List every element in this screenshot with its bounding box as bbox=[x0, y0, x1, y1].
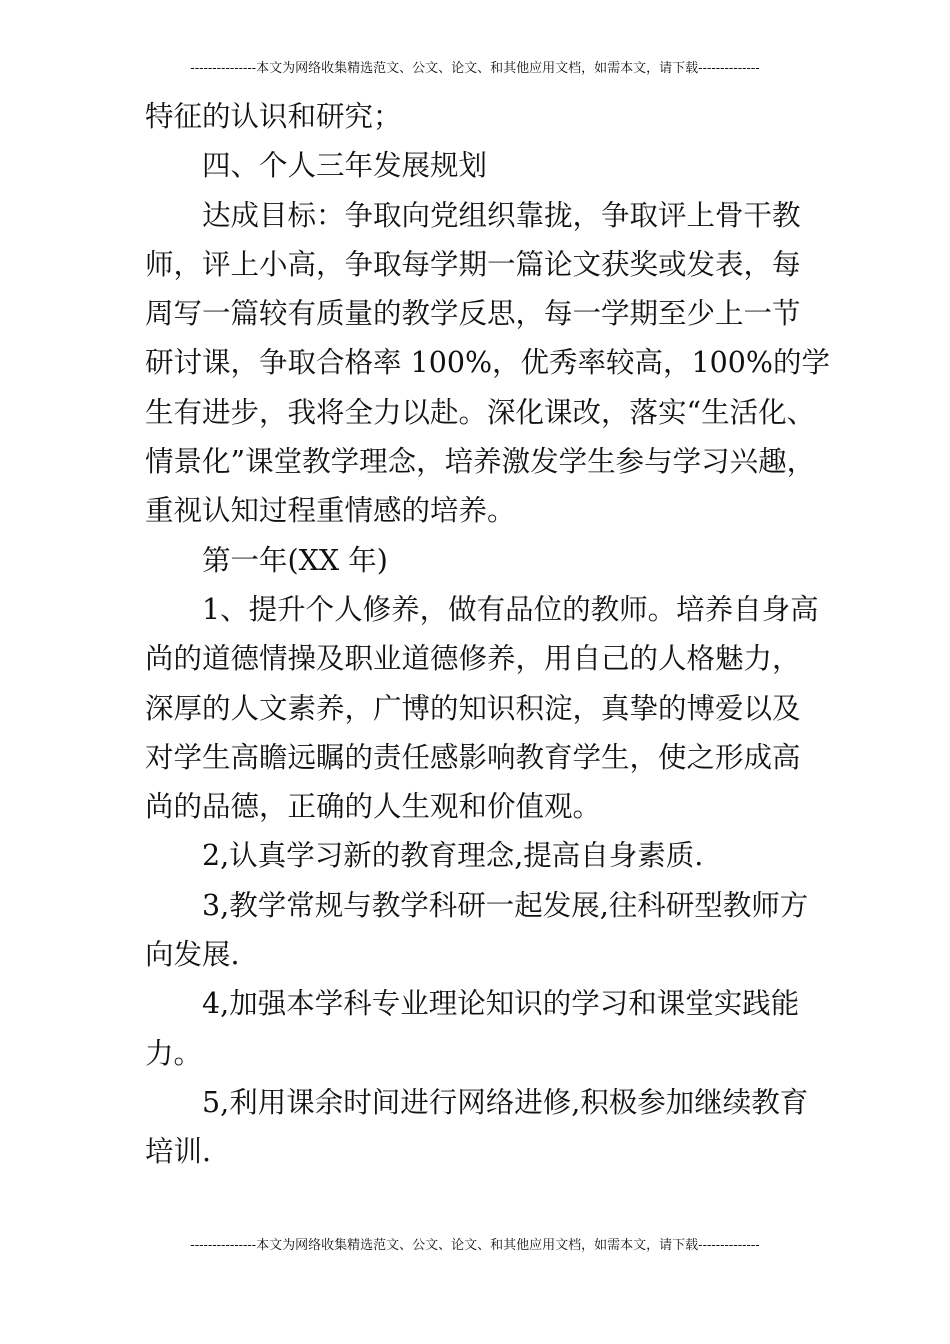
text-line: 尚的道德情操及职业道德修养，用自己的人格魅力， bbox=[145, 642, 801, 676]
text-line: 力。 bbox=[145, 1036, 203, 1070]
subsection-heading: 第一年(XX 年) bbox=[202, 543, 388, 577]
text-line: 2,认真学习新的教育理念,提高自身素质. bbox=[202, 839, 704, 873]
text-line: 对学生高瞻远瞩的责任感影响教育学生，使之形成高 bbox=[145, 740, 801, 774]
text-line: 特征的认识和研究； bbox=[145, 100, 402, 133]
text-line: 情景化”课堂教学理念，培养激发学生参与学习兴趣， bbox=[145, 445, 816, 479]
text-line: 研讨课，争取合格率 100%，优秀率较高，100%的学 bbox=[145, 346, 831, 380]
text-line: 培训. bbox=[145, 1135, 212, 1169]
footer-banner: ---------------本文为网络收集精选范文、公文、论文、和其他应用文档，如需本文，请下载-------------- bbox=[190, 1238, 760, 1253]
text-line: 师，评上小高，争取每学期一篇论文获奖或发表，每 bbox=[145, 247, 801, 281]
text-line: 生有进步，我将全力以赴。深化课改，落实“生活化、 bbox=[145, 395, 816, 429]
header-banner: ---------------本文为网络收集精选范文、公文、论文、和其他应用文档，如需本文，请下载-------------- bbox=[190, 61, 760, 76]
text-line: 重视认知过程重情感的培养。 bbox=[145, 494, 516, 528]
text-line: 达成目标：争取向党组织靠拢，争取评上骨干教 bbox=[202, 198, 801, 232]
text-line: 3,教学常规与教学科研一起发展,往科研型教师方 bbox=[202, 888, 809, 922]
text-line: 深厚的人文素养，广博的知识积淀，真挚的博爱以及 bbox=[145, 691, 801, 725]
document-body bbox=[145, 92, 831, 1177]
text-line: 4,加强本学科专业理论知识的学习和课堂实践能 bbox=[202, 987, 800, 1021]
section-heading: 四、个人三年发展规划 bbox=[202, 149, 488, 183]
text-line: 尚的品德，正确的人生观和价值观。 bbox=[145, 790, 602, 824]
text-line: 周写一篇较有质量的教学反思，每一学期至少上一节 bbox=[145, 297, 801, 331]
text-line: 向发展. bbox=[145, 938, 240, 972]
text-line: 1、提升个人修养，做有品位的教师。培养自身高 bbox=[202, 592, 819, 626]
text-line: 5,利用课余时间进行网络进修,积极参加继续教育 bbox=[202, 1085, 809, 1119]
